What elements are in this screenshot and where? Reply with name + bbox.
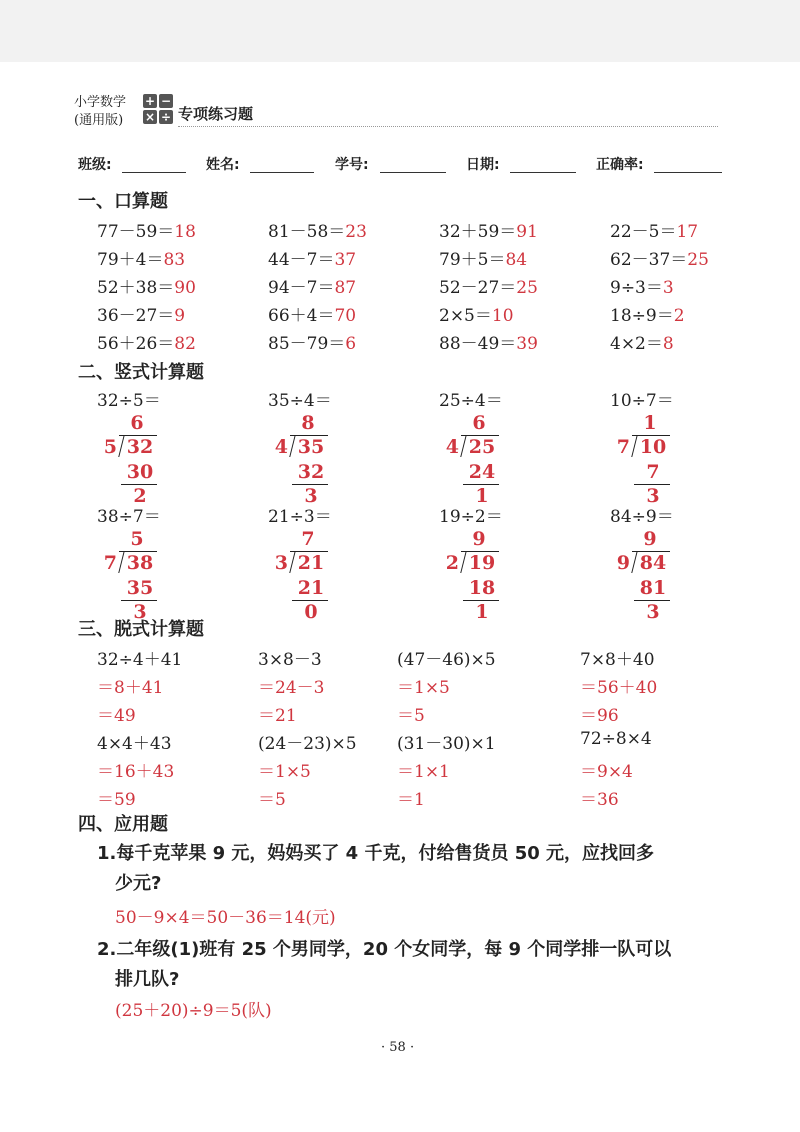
- answer-text: 90: [174, 278, 196, 298]
- step-1: ＝56＋40: [580, 678, 658, 698]
- division-question: 84÷9＝: [610, 507, 674, 527]
- divisor: 5: [103, 436, 117, 458]
- divisor: 2: [445, 552, 459, 574]
- division-question: 19÷2＝: [439, 507, 503, 527]
- long-division-bracket: [608, 529, 688, 649]
- date-field[interactable]: [510, 172, 576, 173]
- mental-math-item: [610, 301, 685, 326]
- divisor: 3: [274, 552, 288, 574]
- long-division-bracket: [437, 529, 517, 649]
- mental-math-item: [97, 329, 196, 354]
- name-field[interactable]: [250, 172, 314, 173]
- problem-text: 52＋38＝: [97, 278, 175, 298]
- division-question: 35÷4＝: [268, 391, 332, 411]
- step-problem: 72÷8×4: [580, 729, 652, 749]
- mental-math-item: [268, 273, 356, 298]
- header-divider: [178, 126, 718, 127]
- dividend: 38: [126, 552, 154, 574]
- step-1: ＝16＋43: [97, 762, 175, 782]
- word-problem-2-line1: 2.二年级(1)班有 25 个男同学，20 个女同学，每 9 个同学排一队可以: [97, 939, 672, 960]
- answer-text: 6: [345, 334, 357, 354]
- partial-product: 32: [297, 461, 325, 483]
- divisor: 4: [445, 436, 459, 458]
- step-1: ＝8＋41: [97, 678, 164, 698]
- student-id-label: 学号:: [335, 157, 369, 173]
- name-label: 姓名:: [206, 157, 240, 173]
- division-question: 25÷4＝: [439, 391, 503, 411]
- edition-label: (通用版): [74, 113, 124, 128]
- step-2: ＝5: [397, 706, 425, 726]
- answer-text: 37: [334, 250, 357, 270]
- step-problem: (47－46)×5: [397, 650, 496, 670]
- step-problem: 32÷4＋41: [97, 650, 183, 670]
- answer-text: 18: [174, 222, 196, 242]
- step-problem: 4×4＋43: [97, 734, 172, 754]
- problem-text: 36－27＝: [97, 306, 175, 326]
- answer-text: 23: [345, 222, 367, 242]
- word-problem-2-line2: 排几队?: [115, 969, 180, 990]
- answer-text: 10: [491, 306, 514, 326]
- student-id-field[interactable]: [380, 172, 446, 173]
- remainder: 3: [646, 485, 660, 507]
- accuracy-label: 正确率:: [596, 157, 644, 173]
- remainder: 0: [304, 601, 318, 623]
- remainder: 1: [475, 601, 489, 623]
- date-label: 日期:: [466, 157, 500, 173]
- divide-icon: ÷: [160, 110, 172, 124]
- step-2: ＝36: [580, 790, 619, 810]
- remainder: 3: [304, 485, 318, 507]
- mental-math-item: [97, 245, 185, 270]
- mental-math-item: [97, 217, 196, 242]
- answer-text: 91: [516, 222, 538, 242]
- problem-text: 22－5＝: [610, 222, 677, 242]
- problem-text: 77－59＝: [97, 222, 175, 242]
- step-1: ＝9×4: [580, 762, 633, 782]
- step-1: ＝1×1: [397, 762, 450, 782]
- division-question: 38÷7＝: [97, 507, 161, 527]
- word-problem-1-line1: 1.每千克苹果 9 元，妈妈买了 4 千克，付给售货员 50 元，应找回多: [97, 843, 655, 864]
- remainder: 2: [133, 485, 147, 507]
- problem-text: 88－49＝: [439, 334, 517, 354]
- problem-text: 81－58＝: [268, 222, 346, 242]
- page-number: · 58 ·: [381, 1040, 415, 1055]
- series-label: 小学数学: [74, 95, 127, 110]
- operators-logo: [143, 94, 173, 124]
- problem-text: 56＋26＝: [97, 334, 175, 354]
- minus-icon: −: [160, 94, 172, 108]
- mental-math-item: [439, 329, 538, 354]
- step-1: ＝1×5: [397, 678, 450, 698]
- problem-text: 4×2＝: [610, 334, 663, 354]
- mental-math-item: [268, 245, 356, 270]
- mental-math-item: [268, 329, 356, 354]
- step-2: ＝5: [258, 790, 286, 810]
- section-mental-math-title: 一、口算题: [78, 191, 168, 212]
- mental-math-item: [439, 273, 538, 298]
- partial-product: 24: [468, 461, 496, 483]
- divisor: 7: [616, 436, 630, 458]
- answer-text: 84: [505, 250, 528, 270]
- dividend: 32: [126, 436, 154, 458]
- quotient: 7: [301, 528, 315, 550]
- step-2: ＝21: [258, 706, 297, 726]
- mental-math-item: [610, 329, 674, 354]
- top-band: [0, 0, 800, 62]
- problem-text: 62－37＝: [610, 250, 688, 270]
- division-question: 10÷7＝: [610, 391, 674, 411]
- class-label: 班级:: [78, 157, 112, 173]
- answer-text: 3: [662, 278, 674, 298]
- problem-text: 52－27＝: [439, 278, 517, 298]
- problem-text: 79＋5＝: [439, 250, 506, 270]
- quotient: 1: [643, 412, 657, 434]
- mental-math-item: [97, 301, 185, 326]
- times-icon: ×: [144, 110, 156, 124]
- section-long-division-title: 二、竖式计算题: [78, 362, 204, 383]
- mental-math-item: [268, 217, 367, 242]
- division-question: 32÷5＝: [97, 391, 161, 411]
- answer-text: 39: [516, 334, 538, 354]
- answer-text: 70: [334, 306, 357, 326]
- answer-text: 25: [687, 250, 709, 270]
- step-problem: 3×8－3: [258, 650, 322, 670]
- remainder: 1: [475, 485, 489, 507]
- partial-product: 7: [646, 461, 660, 483]
- quotient: 5: [130, 528, 144, 550]
- section-word-problems-title: 四、应用题: [78, 814, 168, 835]
- problem-text: 44－7＝: [268, 250, 335, 270]
- word-problem-2-answer: (25＋20)÷9＝5(队): [115, 1001, 272, 1021]
- word-problem-1-answer: 50－9×4＝50－36＝14(元): [115, 908, 336, 928]
- step-problem: (24－23)×5: [258, 734, 357, 754]
- accuracy-field[interactable]: [654, 172, 722, 173]
- problem-text: 2×5＝: [439, 306, 492, 326]
- partial-product: 21: [297, 577, 325, 599]
- word-problem-1-line2: 少元?: [115, 873, 162, 894]
- answer-text: 87: [334, 278, 357, 298]
- dividend: 35: [297, 436, 325, 458]
- answer-text: 25: [516, 278, 538, 298]
- answer-text: 82: [174, 334, 196, 354]
- answer-text: 17: [676, 222, 699, 242]
- dividend: 10: [639, 436, 667, 458]
- divisor: 4: [274, 436, 288, 458]
- partial-product: 35: [126, 577, 154, 599]
- answer-text: 2: [673, 306, 685, 326]
- mental-math-item: [610, 217, 698, 242]
- quotient: 6: [472, 412, 486, 434]
- plus-icon: +: [144, 94, 156, 108]
- answer-text: 8: [662, 334, 674, 354]
- page-title: 专项练习题: [178, 105, 254, 123]
- divisor: 7: [103, 552, 117, 574]
- step-problem: 7×8＋40: [580, 650, 655, 670]
- class-field[interactable]: [122, 172, 186, 173]
- dividend: 84: [639, 552, 667, 574]
- problem-text: 85－79＝: [268, 334, 346, 354]
- dividend: 21: [297, 552, 325, 574]
- divisor: 9: [616, 552, 630, 574]
- mental-math-item: [268, 301, 356, 326]
- mental-math-item: [439, 217, 538, 242]
- step-1: ＝24－3: [258, 678, 325, 698]
- quotient: 9: [472, 528, 486, 550]
- step-2: ＝59: [97, 790, 136, 810]
- remainder: 3: [646, 601, 660, 623]
- problem-text: 79＋4＝: [97, 250, 164, 270]
- answer-text: 9: [174, 306, 186, 326]
- mental-math-item: [610, 245, 709, 270]
- dividend: 25: [468, 436, 496, 458]
- step-2: ＝49: [97, 706, 136, 726]
- long-division-bracket: [266, 529, 346, 649]
- quotient: 6: [130, 412, 144, 434]
- mental-math-item: [97, 273, 196, 298]
- partial-product: 81: [639, 577, 667, 599]
- mental-math-item: [439, 245, 527, 270]
- step-2: ＝96: [580, 706, 619, 726]
- mental-math-item: [610, 273, 674, 298]
- section-step-calc-title: 三、脱式计算题: [78, 619, 204, 640]
- step-2: ＝1: [397, 790, 425, 810]
- mental-math-item: [439, 301, 514, 326]
- quotient: 9: [643, 528, 657, 550]
- remainder: 3: [133, 601, 147, 623]
- step-problem: (31－30)×1: [397, 734, 496, 754]
- problem-text: 32＋59＝: [439, 222, 517, 242]
- quotient: 8: [301, 412, 315, 434]
- problem-text: 9÷3＝: [610, 278, 663, 298]
- dividend: 19: [468, 552, 496, 574]
- problem-text: 94－7＝: [268, 278, 335, 298]
- partial-product: 18: [468, 577, 496, 599]
- answer-text: 83: [163, 250, 186, 270]
- problem-text: 18÷9＝: [610, 306, 674, 326]
- partial-product: 30: [126, 461, 154, 483]
- problem-text: 66＋4＝: [268, 306, 335, 326]
- division-question: 21÷3＝: [268, 507, 332, 527]
- step-1: ＝1×5: [258, 762, 311, 782]
